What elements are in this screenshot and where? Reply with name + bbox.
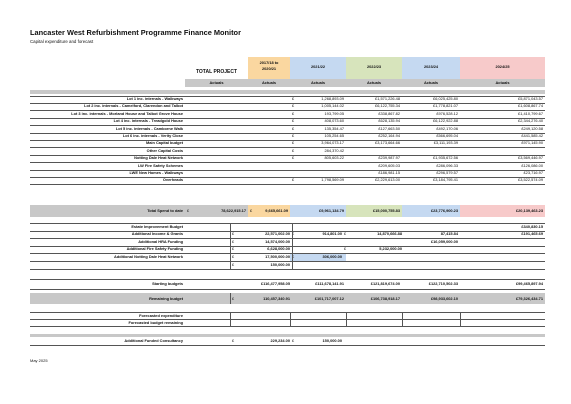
remaining-2223: £106,738,918.17 (370, 296, 400, 301)
cell-2122: 408,073.60 (324, 118, 344, 124)
budget-col-4: £16,059,000.00 (430, 238, 458, 244)
budget-col-1: 22,571,002.00 (265, 231, 290, 237)
currency-symbol: £ (232, 296, 235, 301)
column-border (230, 223, 231, 269)
cell-2223: £1,571,226.48 (375, 96, 400, 101)
currency-symbol: £ (187, 208, 190, 213)
column-border (402, 312, 403, 326)
currency-symbol: £ (292, 103, 295, 109)
cell-2122: 105,254.65 (324, 133, 344, 138)
header-actuals-e: Actuals (495, 80, 510, 85)
row-border (30, 184, 545, 185)
currency-symbol: £ (292, 147, 295, 153)
cell-2223: £252,164.94 (378, 133, 400, 138)
header-actuals-b: Actuals (310, 80, 326, 85)
remaining-2425: £79,326,434.71 (515, 296, 543, 301)
total-spend-total: 78,622,915.17 (221, 208, 246, 213)
cell-2223: £186,981.15 (378, 170, 400, 175)
starting-2324: £122,710,502.33 (428, 281, 458, 286)
cell-2122: 1,005,144.02 (321, 103, 344, 109)
row-label: Lot 3 inc. internals - Morland House and Talbot Grove House (71, 110, 183, 116)
row-border (30, 345, 545, 346)
cell-2122: 135,354.47 (324, 125, 344, 131)
header-2324: 2023/24 (423, 64, 439, 69)
consultancy-label: Additional Funded Consultancy (124, 338, 183, 343)
row-border (30, 289, 545, 290)
cell-2122: 193,799.05 (324, 110, 344, 116)
total-spend-2223: £15,000,755.83 (372, 208, 400, 213)
cell-2425: £126,086.00 (521, 162, 543, 168)
budget-row-label: Additional Income & Grants (131, 231, 183, 237)
budget-col-3: 5,232,000.00 (379, 246, 402, 252)
currency-symbol: £ (344, 231, 347, 237)
cell-2324: £296,579.57 (436, 170, 458, 175)
row-label: Lot 5 inc. internals - Camborne Walk (115, 125, 183, 131)
forecast-label: Forecasted budget remaining (128, 320, 183, 325)
header-2223: 2022/23 (366, 64, 382, 69)
budget-col-3: 14,870,666.88 (377, 231, 402, 237)
cell-2324: £286,096.33 (436, 162, 458, 168)
cell-2223: £2,229,613.00 (375, 177, 400, 183)
currency-symbol: £ (292, 338, 295, 343)
header-total-project: TOTAL PROJECT (195, 69, 238, 75)
starting-2017: £116,477,958.05 (261, 281, 290, 286)
cell-2223: £3,173,664.66 (375, 140, 400, 146)
column-border (292, 223, 293, 269)
currency-symbol: £ (292, 155, 295, 161)
cell-2122: 805,603.22 (324, 155, 344, 161)
cell-2425: £1,410,799.67 (518, 110, 543, 116)
row-label: LWE New Homes - Walkways (129, 170, 183, 175)
header-2017-line1: 2017/18 to (259, 60, 279, 65)
row-label: Overheads (162, 177, 183, 183)
consultancy-top-band (30, 334, 545, 337)
page-subtitle: Capital expenditure and forecast (30, 39, 94, 44)
cell-2122: 284,370.42 (324, 147, 344, 153)
starting-2223: £121,819,674.00 (370, 281, 400, 286)
budget-row-label: Estate Improvement Budget (131, 223, 183, 229)
budget-col-4: 87,415.84 (440, 231, 458, 237)
currency-symbol: £ (232, 338, 235, 343)
cell-2324: £1,778,821.07 (433, 103, 458, 109)
consultancy-2122: 150,000.00 (322, 338, 342, 343)
remaining-label: Remaining budget (149, 296, 183, 301)
cell-2223: £6,122,755.34 (375, 103, 400, 109)
budget-col-2: 306,000.00 (322, 253, 342, 259)
currency-symbol: £ (232, 253, 235, 259)
currency-symbol: £ (232, 238, 235, 244)
footer-date: May 2025 (30, 358, 48, 363)
currency-symbol: £ (292, 133, 295, 138)
cell-2223: £628,135.94 (378, 118, 400, 124)
total-spend-2425: £20,139,463.23 (515, 208, 543, 213)
cell-2122: 1,268,893.09 (321, 96, 344, 101)
row-label: LW Fire Safety Schemes (138, 162, 183, 168)
column-border (460, 312, 461, 326)
header-2425: 2024/25 (495, 64, 510, 69)
cell-2324: £1,935,672.56 (433, 155, 458, 161)
starting-2122: £111,678,141.91 (315, 281, 344, 286)
column-border (230, 293, 231, 304)
starting-budgets-label: Starting budgets (152, 281, 183, 286)
forecast-label: Forecasted expenditure (139, 313, 183, 318)
cell-2223: £209,605.03 (378, 162, 400, 168)
cell-2425: £971,145.90 (521, 140, 543, 146)
budget-col-1: 6,628,000.00 (267, 246, 290, 252)
row-label: Lot 2 inc. internals - Camelford, Clarendon and Talbot (84, 103, 183, 109)
row-label: Notting Dale Heat Network (134, 155, 183, 161)
row-label: Lot 6 inc. internals - Verity Close (122, 133, 183, 138)
currency-symbol: £ (292, 110, 295, 116)
row-label: Main Capital budget (146, 140, 183, 146)
row-label: Other Capital Costs (146, 147, 183, 153)
cell-2425: £3,569,446.97 (518, 155, 543, 161)
budget-row-label: Additional Notting Dale Heat Network (114, 253, 183, 259)
currency-symbol: £ (232, 261, 235, 267)
cell-2425: £2,344,276.40 (518, 118, 543, 124)
column-border (290, 312, 291, 326)
header-actuals-a: Actuals (261, 80, 277, 85)
remaining-2324: £98,933,602.10 (430, 296, 458, 301)
budget-col-1: 17,500,000.00 (265, 253, 290, 259)
row-border (30, 269, 545, 270)
total-spend-label: Total Spend to date (147, 208, 183, 213)
currency-symbol: £ (292, 118, 295, 124)
cell-2425: £5,871,043.57 (518, 96, 543, 101)
cell-2223: £127,663.50 (378, 125, 400, 131)
cell-2324: £3,184,795.41 (433, 177, 458, 183)
currency-symbol: £ (232, 246, 235, 252)
remaining-2122: £101,717,007.12 (314, 296, 344, 301)
row-border (30, 319, 545, 320)
row-label: Lot 1 inc. internals - Walkways (126, 96, 183, 101)
cell-2425: £3,522,574.09 (518, 177, 543, 183)
column-border (346, 312, 347, 326)
cell-2223: £338,867.82 (378, 110, 400, 116)
cell-2122: 3,964,073.17 (321, 140, 344, 146)
budget-col-1: 150,000.00 (270, 261, 290, 267)
remaining-2017: 110,457,340.91 (263, 296, 290, 301)
cell-2324: £3,111,193.39 (433, 140, 458, 146)
spacer-band (30, 90, 545, 94)
cell-2324: £6,122,922.88 (433, 118, 458, 124)
total-spend-2017: 9,665,661.09 (265, 208, 288, 213)
starting-2425: £99,465,897.94 (515, 281, 543, 286)
cell-2324: £6,025,425.80 (433, 96, 458, 101)
cell-2425: £23,716.97 (523, 170, 543, 175)
row-label: Lot 4 inc. internals - Treadgold House (113, 118, 183, 124)
column-border (230, 312, 231, 326)
header-2122: 2021/22 (310, 64, 326, 69)
page-title: Lancaster West Refurbishment Programme Finance Monitor (30, 28, 241, 37)
cell-2324: £492,170.06 (436, 125, 458, 131)
total-spend-2324: £23,776,900.23 (430, 208, 458, 213)
currency-symbol: £ (232, 231, 235, 237)
cell-2425: £249,120.58 (521, 125, 543, 131)
currency-symbol: £ (292, 96, 295, 101)
consultancy-2017: 229,234.00 (270, 338, 290, 343)
header-actuals-d: Actuals (423, 80, 439, 85)
currency-symbol: £ (344, 246, 347, 252)
row-border (30, 326, 545, 327)
budget-2425: £340,830.15 (521, 223, 543, 229)
cell-2324: £976,528.12 (436, 110, 458, 116)
row-border (30, 312, 545, 313)
header-actuals-tp: Actuals (209, 80, 224, 85)
currency-symbol: £ (292, 140, 295, 146)
cell-2122: 1,798,569.09 (321, 177, 344, 183)
currency-symbol: £ (292, 231, 295, 237)
row-border (30, 279, 545, 280)
budget-col-1: 14,574,000.00 (265, 238, 290, 244)
cell-2425: £1,608,867.74 (518, 103, 543, 109)
budget-col-2: 914,801.00 (322, 231, 342, 237)
budget-2425: £191,465.69 (521, 231, 543, 237)
cell-2223: £239,987.97 (378, 155, 400, 161)
header-2017-line2: 2020/21 (261, 66, 277, 71)
currency-symbol: £ (292, 125, 295, 131)
cell-2425: £441,585.42 (521, 133, 543, 138)
currency-symbol: £ (250, 208, 253, 213)
cell-2324: £566,695.04 (436, 133, 458, 138)
budget-row-label: Additional HRA Funding (138, 238, 183, 244)
currency-symbol: £ (292, 253, 295, 259)
total-spend-2122: £9,961,134.79 (319, 208, 344, 213)
currency-symbol: £ (292, 177, 295, 183)
budget-row-label: Additional Fire Safety Funding (126, 246, 183, 252)
header-actuals-c: Actuals (366, 80, 382, 85)
